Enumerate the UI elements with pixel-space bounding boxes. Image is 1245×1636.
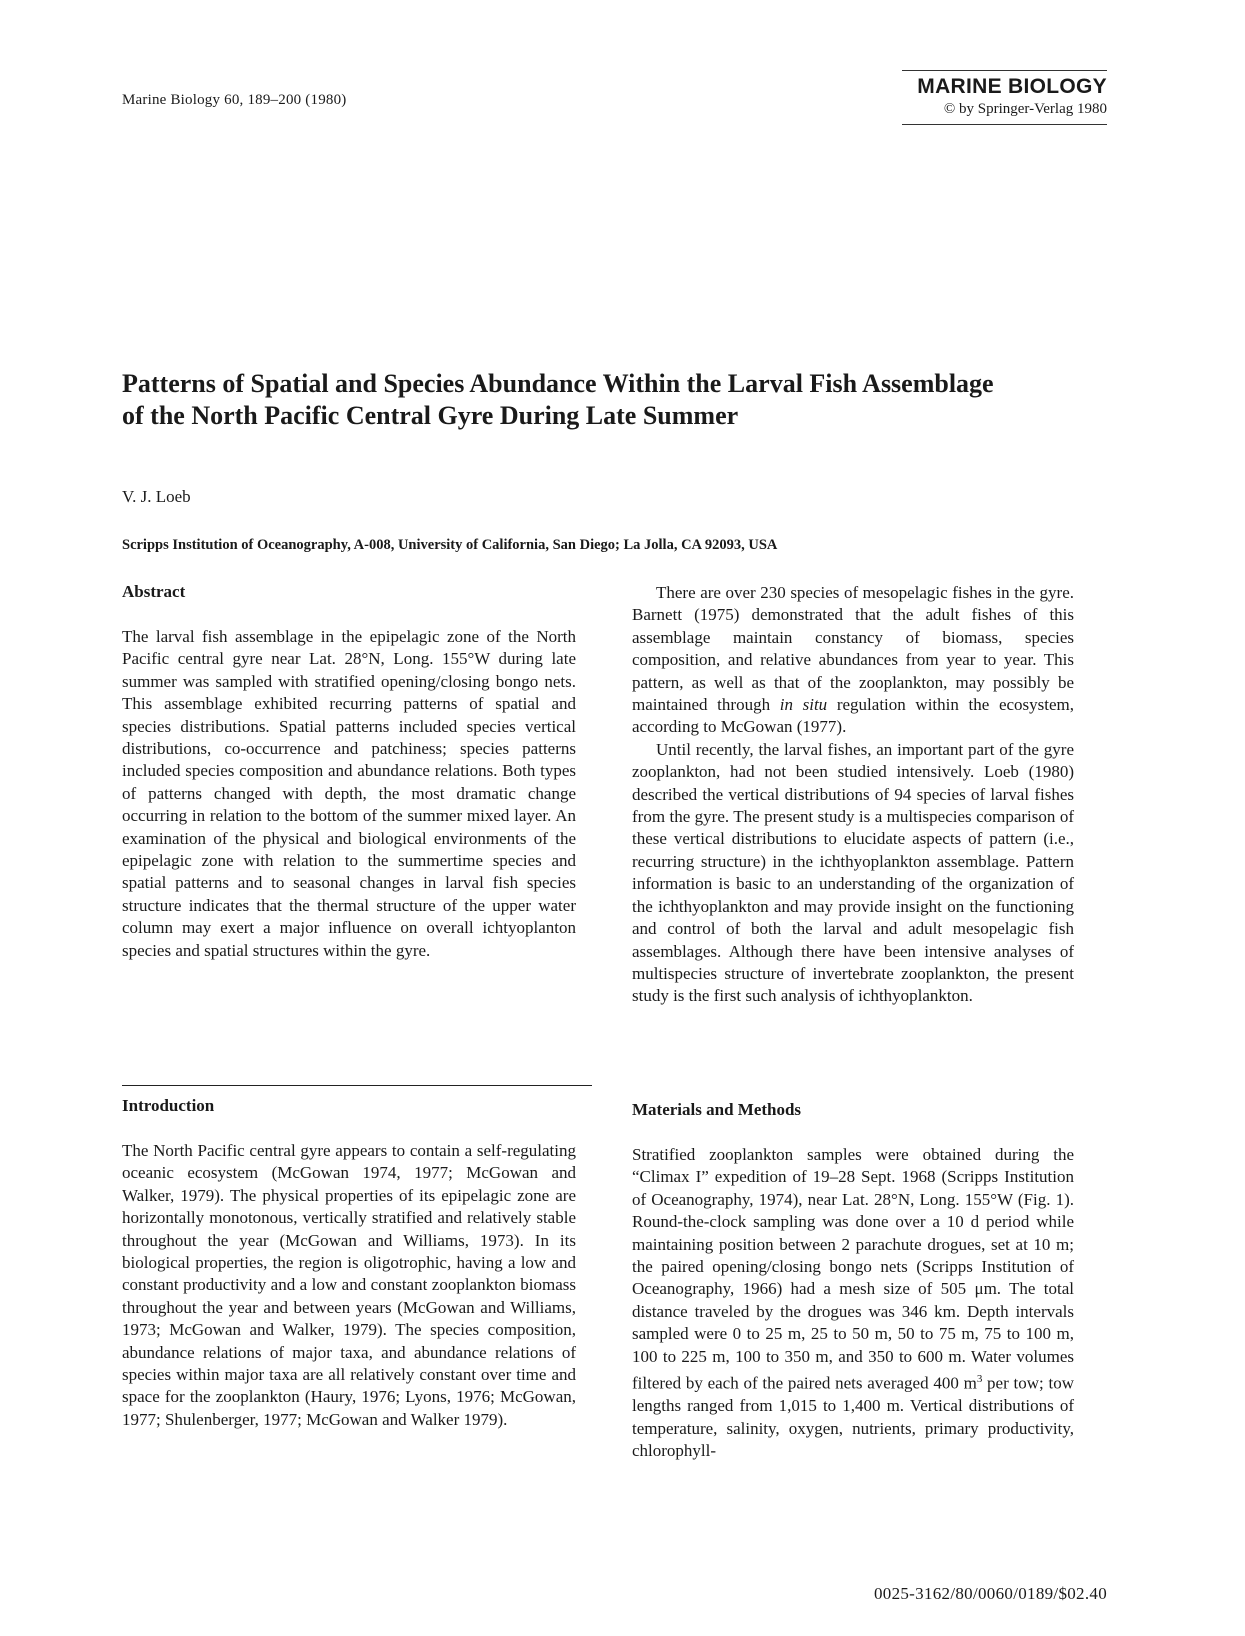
abstract-heading: Abstract (122, 582, 186, 601)
article-title (122, 368, 1102, 432)
intro-continuation-paragraph-2: Until recently, the larval fishes, an important part of the gyre zooplankton, had not been studied intensively. Loeb (1980) described the vertical distributions of 94 species of larval fishes from the gyre. The present study is a multispecies comparison of these vertical distributions to elucidate aspects of pattern (i.e., recurring structure) in the ichthyoplankton assemblage. Pattern information is basic to an understanding of the organization of the ichthyoplankton and may provide insight on the functioning and control of both the larval and adult mesopelagic fish assemblages. Although there have been intensive analyses of multispecies structure of invertebrate zooplankton, the present study is the first such analysis of ichthyoplankton. (632, 739, 1074, 1006)
copyright-notice: © by Springer-Verlag 1980 (943, 101, 1107, 117)
methods-text-a: Stratified zooplankton samples were obtained during the “Climax I” expedition of 19–28 Sept. 1968 (Scripps Institution of Oceanography, 1974), near Lat. 28°N, Long. 155°W (Fig. 1). Round-the-clock sampling was done over a 10 d period while maintaining position between 2 parachute drogues, set at 10 m; the paired opening/closing bongo nets (Scripps Institution of Oceanography, 1966) had a mesh size of 505 μm. The total distance traveled by the drogues was 346 km. Depth intervals sampled were 0 to 25 m, 25 to 50 m, 50 to 75 m, 75 to 100 m, 100 to 225 m, 100 to 350 m, and 350 to 600 m. Water volumes filtered by each of the paired nets averaged 400 m (632, 1145, 1074, 1393)
abstract-divider-rule (122, 1085, 592, 1086)
methods-heading: Materials and Methods (632, 1100, 802, 1119)
abstract-text: The larval fish assemblage in the epipelagic zone of the North Pacific central gyre near Lat. 28°N, Long. 155°W during late summer was sampled with stratified opening/closing bongo nets. This assemblage exhibited recurring patterns of spatial and species distributions. Spatial patterns included species vertical distributions, co-occurrence and patchiness; species patterns included species composition and abundance relations. Both types of patterns changed with depth, the most dramatic change occurring in relation to the bottom of the summer mixed layer. An examination of the physical and biological environments of the epipelagic zone with relation to the summertime species and spatial patterns and to seasonal changes in larval fish species structure indicates that the thermal structure of the upper water column may exert a major influence on overall ichtyoplanton species and spatial structures within the gyre. (122, 627, 576, 960)
brand-rule-bottom (902, 124, 1107, 125)
article-code: 0025-3162/80/0060/0189/$02.40 (873, 1584, 1107, 1603)
journal-brand-name: MARINE BIOLOGY (917, 75, 1107, 98)
intro-p1-italic: in situ (779, 695, 828, 715)
article-title-line-1: Patterns of Spatial and Species Abundance Within the Larval Fish Assemblage (122, 369, 994, 398)
introduction-text: The North Pacific central gyre appears to contain a self-regulating oceanic ecosystem (McGowan 1974, 1977; McGowan and Walker, 1979). The physical properties of its epipelagic zone are horizontally monotonous, vertically stratified and relatively stable throughout the year (McGowan and Williams, 1973). In its biological properties, the region is oligotrophic, having a low and constant productivity and a low and constant zooplankton biomass throughout the year and between years (McGowan and Williams, 1973; McGowan and Walker, 1979). The species composition, abundance relations of major taxa, and abundance relations of species within major taxa are all relatively constant over time and space for the zooplankton (Haury, 1976; Lyons, 1976; McGowan, 1977; Shulenberger, 1977; McGowan and Walker 1979). (122, 1141, 576, 1429)
brand-rule-top (902, 70, 1107, 71)
intro-p1-text-a: There are over 230 species of mesopelagic fishes in the gyre. Barnett (1975) demonstrated that the adult fishes of this assemblage maintain constancy of biomass, species composition, and relative abundances from year to year. This pattern, as well as that of the zooplankton, may possibly be maintained through (632, 583, 1074, 715)
methods-text (632, 1144, 1074, 1462)
journal-reference: Marine Biology 60, 189–200 (1980) (122, 92, 347, 108)
methods-text-b: per tow; tow lengths ranged from 1,015 to 1,400 m. Vertical distributions of temperature, salinity, oxygen, nutrients, primary productivity, chlorophyll- (632, 1373, 1074, 1460)
introduction-heading: Introduction (122, 1096, 215, 1115)
intro-continuation-paragraph-1 (632, 582, 1074, 739)
author-name: V. J. Loeb (122, 487, 191, 506)
intro-continuation (632, 582, 1074, 1008)
intro-p1-text-b: regulation within the ecosystem, according to McGowan (1977). (632, 695, 1075, 737)
article-title-line-2: of the North Pacific Central Gyre During Late Summer (122, 401, 739, 430)
journal-brand-block (902, 70, 1107, 125)
methods-superscript: 3 (976, 1373, 983, 1386)
author-affiliation: Scripps Institution of Oceanography, A-008, University of California, San Diego; La Jolla, CA 92093, USA (122, 537, 778, 553)
